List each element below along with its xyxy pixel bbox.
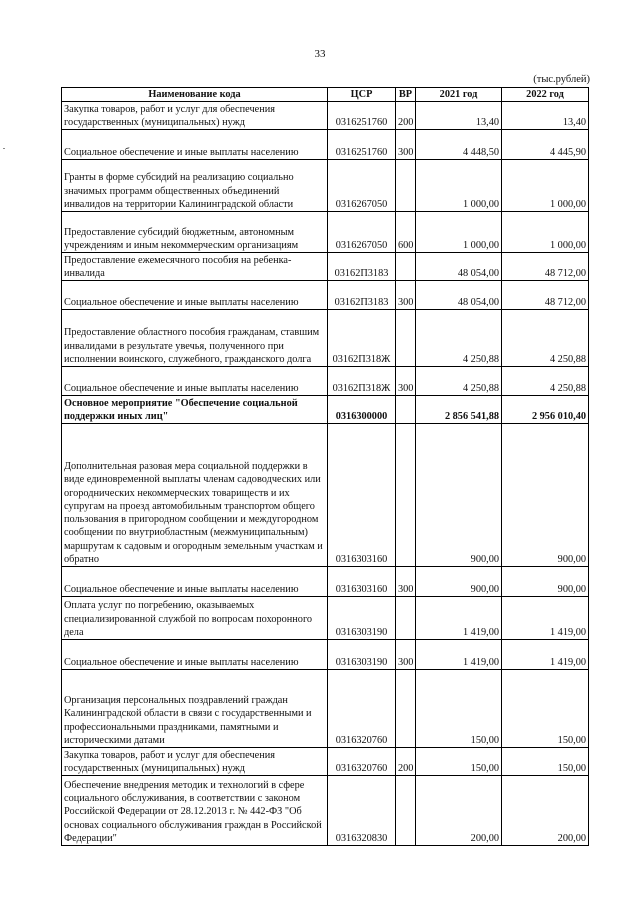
row-name: Социальное обеспечение и иные выплаты населению bbox=[62, 281, 328, 310]
row-amount-2022: 2 956 010,40 bbox=[502, 396, 589, 424]
row-amount-2022: 48 712,00 bbox=[502, 281, 589, 310]
row-amount-2021: 13,40 bbox=[416, 102, 502, 130]
row-vr bbox=[396, 160, 416, 212]
row-amount-2021: 4 448,50 bbox=[416, 130, 502, 160]
row-name: Гранты в форме субсидий на реализацию социально значимых программ общественных объединений инвалидов на территории Калининградской области bbox=[62, 160, 328, 212]
row-csr: 0316267050 bbox=[328, 212, 396, 253]
row-amount-2021: 48 054,00 bbox=[416, 253, 502, 281]
margin-mark bbox=[3, 148, 5, 149]
row-name: Социальное обеспечение и иные выплаты населению bbox=[62, 367, 328, 396]
row-vr: 300 bbox=[396, 130, 416, 160]
row-vr bbox=[396, 253, 416, 281]
header-name: Наименование кода bbox=[62, 88, 328, 102]
row-amount-2022: 48 712,00 bbox=[502, 253, 589, 281]
row-name: Основное мероприятие "Обеспечение социальной поддержки иных лиц" bbox=[62, 396, 328, 424]
row-amount-2021: 4 250,88 bbox=[416, 310, 502, 367]
row-vr: 300 bbox=[396, 281, 416, 310]
table-row bbox=[62, 130, 589, 160]
table-row bbox=[62, 281, 589, 310]
row-amount-2022: 900,00 bbox=[502, 567, 589, 597]
row-csr: 0316300000 bbox=[328, 396, 396, 424]
row-csr: 03162П3183 bbox=[328, 253, 396, 281]
row-amount-2021: 150,00 bbox=[416, 748, 502, 776]
header-year-2021: 2021 год bbox=[416, 88, 502, 102]
row-amount-2021: 4 250,88 bbox=[416, 367, 502, 396]
table-row bbox=[62, 597, 589, 640]
row-csr: 0316267050 bbox=[328, 160, 396, 212]
row-csr: 0316251760 bbox=[328, 102, 396, 130]
table-row bbox=[62, 776, 589, 846]
table-row bbox=[62, 640, 589, 670]
row-amount-2021: 1 419,00 bbox=[416, 597, 502, 640]
row-amount-2022: 900,00 bbox=[502, 424, 589, 567]
row-amount-2021: 150,00 bbox=[416, 670, 502, 748]
row-vr: 300 bbox=[396, 640, 416, 670]
row-name: Обеспечение внедрения методик и технологий в сфере социального обслуживания, в соответствии с законом Российской Федерации от 28.12.2013 г. № 442-ФЗ "Об основах социального обслуживания граждан в Российской Федерации" bbox=[62, 776, 328, 846]
row-amount-2022: 150,00 bbox=[502, 670, 589, 748]
row-csr: 0316320830 bbox=[328, 776, 396, 846]
row-name: Предоставление областного пособия гражданам, ставшим инвалидами в результате увечья, полученного при исполнении воинского, служебного, гражданского долга bbox=[62, 310, 328, 367]
row-vr bbox=[396, 396, 416, 424]
row-vr: 200 bbox=[396, 102, 416, 130]
row-amount-2021: 2 856 541,88 bbox=[416, 396, 502, 424]
row-name: Закупка товаров, работ и услуг для обеспечения государственных (муниципальных) нужд bbox=[62, 102, 328, 130]
table-row bbox=[62, 212, 589, 253]
row-amount-2022: 1 419,00 bbox=[502, 597, 589, 640]
row-amount-2021: 1 000,00 bbox=[416, 212, 502, 253]
row-vr bbox=[396, 670, 416, 748]
row-amount-2022: 1 419,00 bbox=[502, 640, 589, 670]
row-csr: 0316251760 bbox=[328, 130, 396, 160]
row-amount-2022: 4 445,90 bbox=[502, 130, 589, 160]
table-row bbox=[62, 367, 589, 396]
row-name: Социальное обеспечение и иные выплаты населению bbox=[62, 640, 328, 670]
row-name: Закупка товаров, работ и услуг для обеспечения государственных (муниципальных) нужд bbox=[62, 748, 328, 776]
row-amount-2021: 900,00 bbox=[416, 567, 502, 597]
row-amount-2022: 4 250,88 bbox=[502, 310, 589, 367]
table-row bbox=[62, 396, 589, 424]
table-row bbox=[62, 567, 589, 597]
row-csr: 03162П3183 bbox=[328, 281, 396, 310]
row-amount-2021: 1 419,00 bbox=[416, 640, 502, 670]
row-csr: 0316303190 bbox=[328, 597, 396, 640]
table-body bbox=[62, 102, 589, 846]
row-csr: 03162П318Ж bbox=[328, 310, 396, 367]
header-vr: ВР bbox=[396, 88, 416, 102]
table-row bbox=[62, 160, 589, 212]
row-amount-2022: 13,40 bbox=[502, 102, 589, 130]
row-amount-2021: 200,00 bbox=[416, 776, 502, 846]
row-amount-2022: 4 250,88 bbox=[502, 367, 589, 396]
row-vr bbox=[396, 310, 416, 367]
header-csr: ЦСР bbox=[328, 88, 396, 102]
units-label: (тыс.рублей) bbox=[533, 74, 590, 85]
row-vr: 300 bbox=[396, 567, 416, 597]
row-name: Организация персональных поздравлений граждан Калининградской области в связи с государственными и профессиональными праздниками, памятными и историческими датами bbox=[62, 670, 328, 748]
table-row bbox=[62, 253, 589, 281]
header-year-2022: 2022 год bbox=[502, 88, 589, 102]
row-csr: 0316303160 bbox=[328, 567, 396, 597]
row-vr bbox=[396, 597, 416, 640]
row-csr: 0316303190 bbox=[328, 640, 396, 670]
row-amount-2021: 48 054,00 bbox=[416, 281, 502, 310]
row-name: Предоставление субсидий бюджетным, автономным учреждениям и иным некоммерческим организациям bbox=[62, 212, 328, 253]
row-name: Оплата услуг по погребению, оказываемых специализированной службой по вопросам похоронного дела bbox=[62, 597, 328, 640]
row-name: Социальное обеспечение и иные выплаты населению bbox=[62, 567, 328, 597]
row-name: Социальное обеспечение и иные выплаты населению bbox=[62, 130, 328, 160]
row-csr: 0316303160 bbox=[328, 424, 396, 567]
row-vr bbox=[396, 776, 416, 846]
row-csr: 0316320760 bbox=[328, 670, 396, 748]
table-row bbox=[62, 748, 589, 776]
row-vr: 600 bbox=[396, 212, 416, 253]
table-row bbox=[62, 424, 589, 567]
row-csr: 0316320760 bbox=[328, 748, 396, 776]
row-amount-2022: 1 000,00 bbox=[502, 160, 589, 212]
table-row bbox=[62, 310, 589, 367]
table-row bbox=[62, 670, 589, 748]
table-row bbox=[62, 102, 589, 130]
row-amount-2022: 200,00 bbox=[502, 776, 589, 846]
page-number: 33 bbox=[314, 48, 326, 60]
row-name: Предоставление ежемесячного пособия на ребенка-инвалида bbox=[62, 253, 328, 281]
row-amount-2021: 900,00 bbox=[416, 424, 502, 567]
row-vr: 200 bbox=[396, 748, 416, 776]
row-amount-2022: 1 000,00 bbox=[502, 212, 589, 253]
row-name: Дополнительная разовая мера социальной поддержки в виде единовременной выплаты членам садоводческих или огороднических некоммерческих товариществ и их супругам на проезд автомобильным транспортом общего пользования в пригородном сообщении и междугородном сообщении по внутриобластным (межмуниципальным) маршрутам к садовым и огородным земельным участкам и обратно bbox=[62, 424, 328, 567]
row-amount-2022: 150,00 bbox=[502, 748, 589, 776]
row-vr: 300 bbox=[396, 367, 416, 396]
budget-table bbox=[61, 87, 589, 846]
row-amount-2021: 1 000,00 bbox=[416, 160, 502, 212]
row-csr: 03162П318Ж bbox=[328, 367, 396, 396]
row-vr bbox=[396, 424, 416, 567]
table-header-row bbox=[62, 88, 589, 102]
